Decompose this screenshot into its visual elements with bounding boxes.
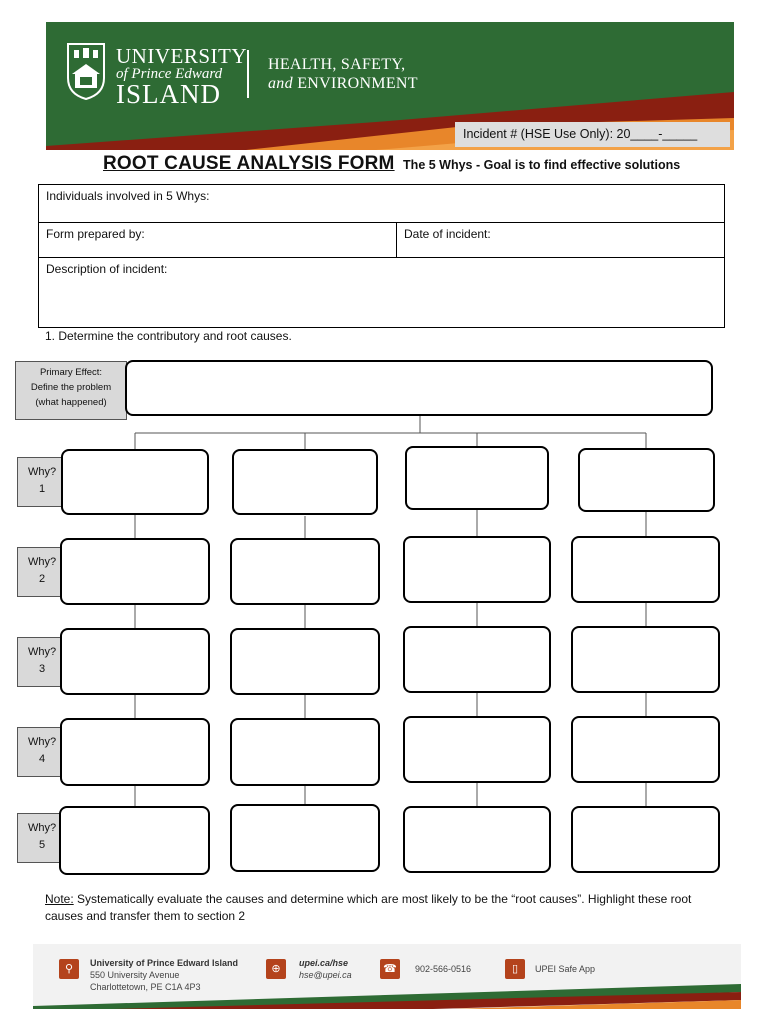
- why-box-r3-c3[interactable]: [403, 626, 551, 693]
- why-word: Why?: [27, 822, 57, 834]
- why-number: 5: [38, 839, 46, 851]
- dept-line2-italic: and: [268, 75, 293, 92]
- phone-icon: ☎: [380, 959, 400, 979]
- why-number: 4: [38, 753, 46, 765]
- why-word: Why?: [27, 646, 57, 658]
- university-line2: of Prince Edward: [116, 66, 223, 82]
- note-paragraph: [45, 891, 725, 925]
- footer-app[interactable]: UPEI Safe App: [535, 964, 596, 974]
- footer-email-link[interactable]: hse@upei.ca: [299, 970, 352, 980]
- date-of-incident-field[interactable]: Date of incident:: [396, 223, 724, 257]
- note-label: Note:: [45, 892, 74, 906]
- why-box-r2-c2[interactable]: [230, 538, 380, 605]
- why-box-r5-c2[interactable]: [230, 804, 380, 872]
- university-line3: ISLAND: [116, 79, 221, 109]
- why-box-r1-c1[interactable]: [61, 449, 209, 515]
- why-box-r1-c4[interactable]: [578, 448, 715, 512]
- primary-effect-line2: Define the problem: [30, 382, 112, 393]
- why-box-r4-c2[interactable]: [230, 718, 380, 786]
- why-box-r1-c2[interactable]: [232, 449, 378, 515]
- footer-phone[interactable]: 902-566-0516: [415, 964, 472, 974]
- footer-address-line1: 550 University Avenue: [90, 970, 180, 980]
- primary-effect-label: [15, 361, 127, 420]
- row-description: [39, 257, 724, 327]
- row-individuals: [39, 185, 724, 222]
- web-globe-icon: ⊕: [266, 959, 286, 979]
- upei-crest-icon: [66, 42, 106, 100]
- why-word: Why?: [27, 556, 57, 568]
- why-number: 2: [38, 573, 46, 585]
- why-label-1: [17, 457, 67, 507]
- why-box-r5-c4[interactable]: [571, 806, 720, 873]
- why-number: 1: [38, 483, 46, 495]
- footer-bar: [33, 944, 741, 1009]
- why-box-r4-c3[interactable]: [403, 716, 551, 783]
- description-field[interactable]: Description of incident:: [46, 262, 168, 276]
- why-box-r5-c1[interactable]: [59, 806, 210, 875]
- title-subtitle: The 5 Whys - Goal is to find effective solutions: [403, 158, 681, 172]
- why-box-r4-c1[interactable]: [60, 718, 210, 786]
- section-1-heading: 1. Determine the contributory and root causes.: [45, 329, 292, 343]
- why-box-r4-c4[interactable]: [571, 716, 720, 783]
- dept-line2-text: ENVIRONMENT: [297, 75, 418, 92]
- footer-org-name: University of Prince Edward Island: [90, 958, 239, 968]
- primary-effect-box[interactable]: [125, 360, 713, 416]
- row-prepared-date: [39, 222, 724, 257]
- footer-web-link[interactable]: upei.ca/hse: [299, 958, 349, 968]
- why-box-r5-c3[interactable]: [403, 806, 551, 873]
- university-wordmark: [116, 44, 247, 109]
- form-title: [103, 153, 680, 175]
- dept-line2: [268, 74, 418, 93]
- why-box-r2-c4[interactable]: [571, 536, 720, 603]
- incident-number-field[interactable]: Incident # (HSE Use Only): 20____-_____: [455, 122, 730, 147]
- why-number: 3: [38, 663, 46, 675]
- header-divider: [247, 50, 249, 98]
- five-whys-connectors: [0, 352, 768, 882]
- incident-info-table: [38, 184, 725, 328]
- footer-address: [90, 957, 238, 993]
- why-word: Why?: [27, 466, 57, 478]
- footer-address-line2: Charlottetown, PE C1A 4P3: [90, 982, 201, 992]
- why-box-r2-c3[interactable]: [403, 536, 551, 603]
- why-word: Why?: [27, 736, 57, 748]
- title-main: ROOT CAUSE ANALYSIS FORM: [103, 153, 395, 174]
- primary-effect-line3: (what happened): [35, 397, 107, 408]
- individuals-field[interactable]: Individuals involved in 5 Whys:: [46, 189, 210, 203]
- note-text: Systematically evaluate the causes and determine which are most likely to be the “root causes”. Highlight these root causes and transfer them to section 2: [45, 892, 692, 923]
- department-name: [268, 55, 418, 93]
- dept-line1: HEALTH, SAFETY,: [268, 56, 406, 73]
- why-box-r1-c3[interactable]: [405, 446, 549, 510]
- prepared-by-field[interactable]: Form prepared by:: [46, 227, 145, 241]
- why-box-r3-c4[interactable]: [571, 626, 720, 693]
- primary-effect-line1: Primary Effect:: [39, 367, 103, 378]
- mobile-app-icon: ▯: [505, 959, 525, 979]
- why-box-r3-c1[interactable]: [60, 628, 210, 695]
- location-pin-icon: ⚲: [59, 959, 79, 979]
- university-line1: UNIVERSITY: [116, 44, 247, 68]
- why-box-r3-c2[interactable]: [230, 628, 380, 695]
- footer-web: [299, 957, 352, 981]
- why-box-r2-c1[interactable]: [60, 538, 210, 605]
